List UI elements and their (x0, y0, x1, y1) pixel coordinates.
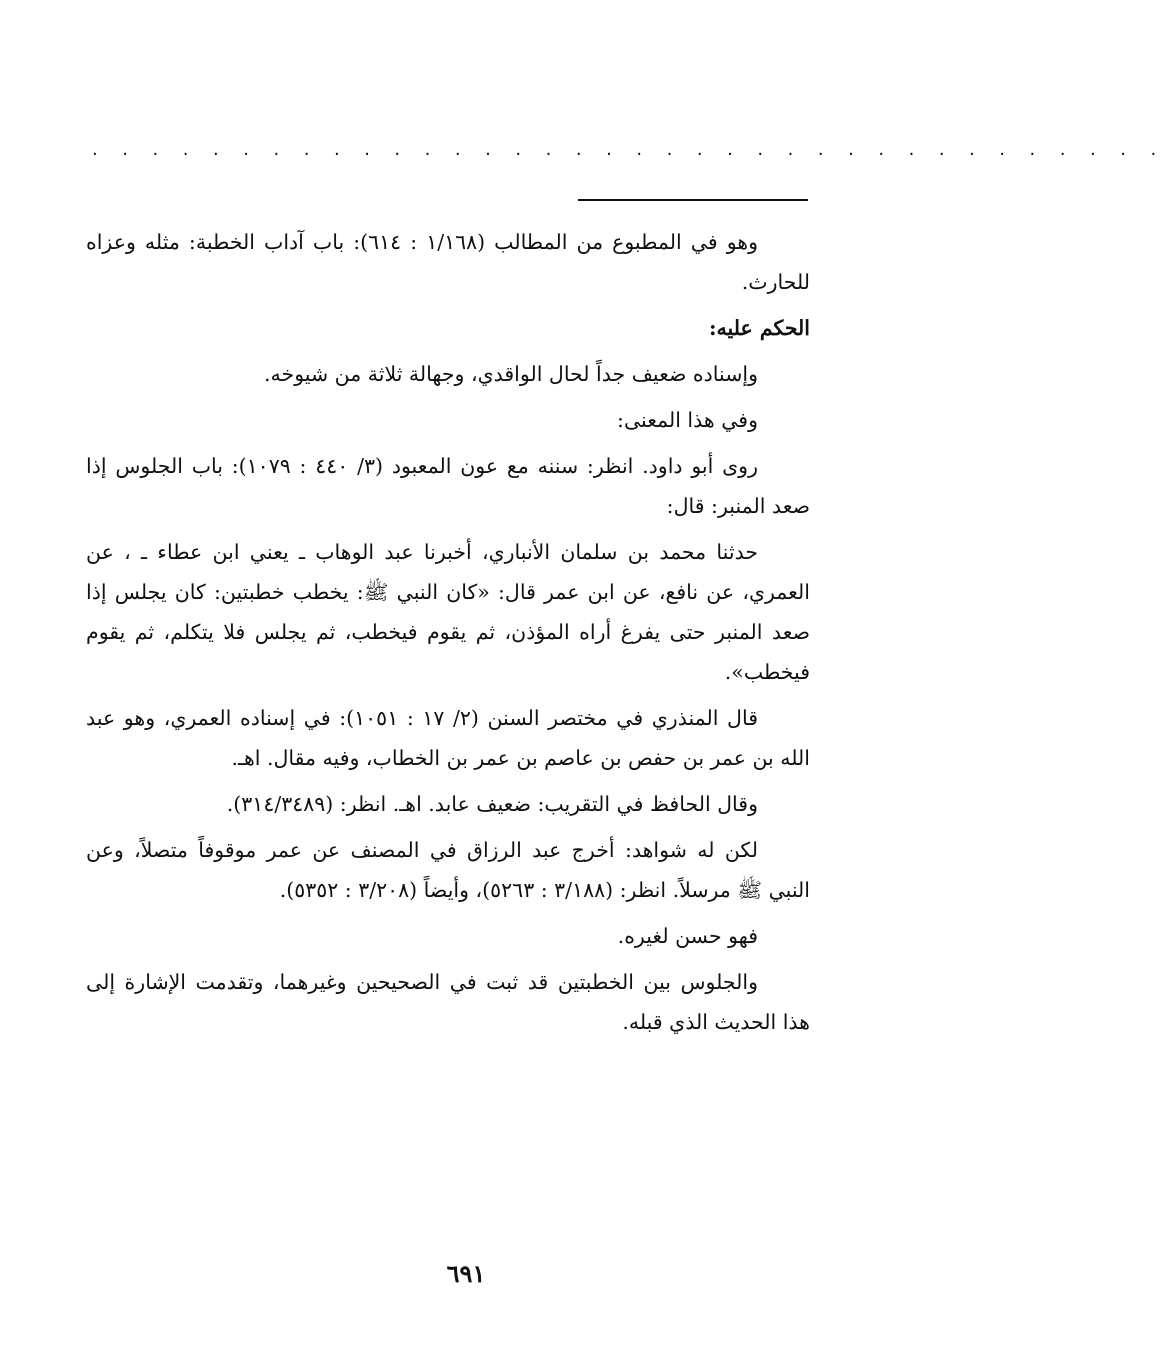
section-heading: الحكم عليه: (708, 316, 810, 340)
paragraph: وإسناده ضعيف جداً لحال الواقدي، وجهالة ثلاثة من شيوخه. (264, 362, 758, 386)
paragraph: روى أبو داود. انظر: سننه مع عون المعبود (٣/ ٤٤٠ : ١٠٧٩): باب الجلوس إذا صعد المنبر: قال: (86, 454, 810, 518)
dotted-separator: . . . . . . . . . . . . . . . . . . . . . . . . . . . . . . . . . . . . (92, 139, 1166, 160)
footnote-rule (578, 199, 808, 201)
paragraph: حدثنا محمد بن سلمان الأنباري، أخبرنا عبد الوهاب ـ يعني ابن عطاء ـ ، عن العمري، عن نافع، عن ابن عمر قال: «كان النبي ﷺ: يخطب خطبتين: كان يجلس إذا صعد المنبر حتى يفرغ أراه المؤذن، ثم يقوم فيخطب، ثم يجلس فلا يتكلم، ثم يقوم فيخطب». (86, 540, 810, 684)
paragraph: وقال الحافظ في التقريب: ضعيف عابد. اهـ. انظر: (٣١٤/٣٤٨٩). (226, 792, 758, 816)
paragraph: وفي هذا المعنى: (617, 408, 758, 432)
body-text (86, 222, 810, 1048)
paragraph: لكن له شواهد: أخرج عبد الرزاق في المصنف عن عمر موقوفاً متصلاً، وعن النبي ﷺ مرسلاً. انظر: (٣/١٨٨ : ٥٢٦٣)، وأيضاً (٣/٢٠٨ : ٥٣٥٢). (86, 838, 810, 902)
page-number: ٦٩١ (446, 1259, 486, 1288)
paragraph: قال المنذري في مختصر السنن (٢/ ١٧ : ١٠٥١): في إسناده العمري، وهو عبد الله بن عمر بن حفص بن عاصم بن عمر بن الخطاب، وفيه مقال. اهـ. (86, 706, 810, 770)
paragraph: وهو في المطبوع من المطالب (١/١٦٨ : ٦١٤): باب آداب الخطبة: مثله وعزاه للحارث. (86, 230, 810, 294)
paragraph: فهو حسن لغيره. (617, 924, 758, 948)
paragraph: والجلوس بين الخطبتين قد ثبت في الصحيحين وغيرهما، وتقدمت الإشارة إلى هذا الحديث الذي قبله. (86, 970, 810, 1034)
